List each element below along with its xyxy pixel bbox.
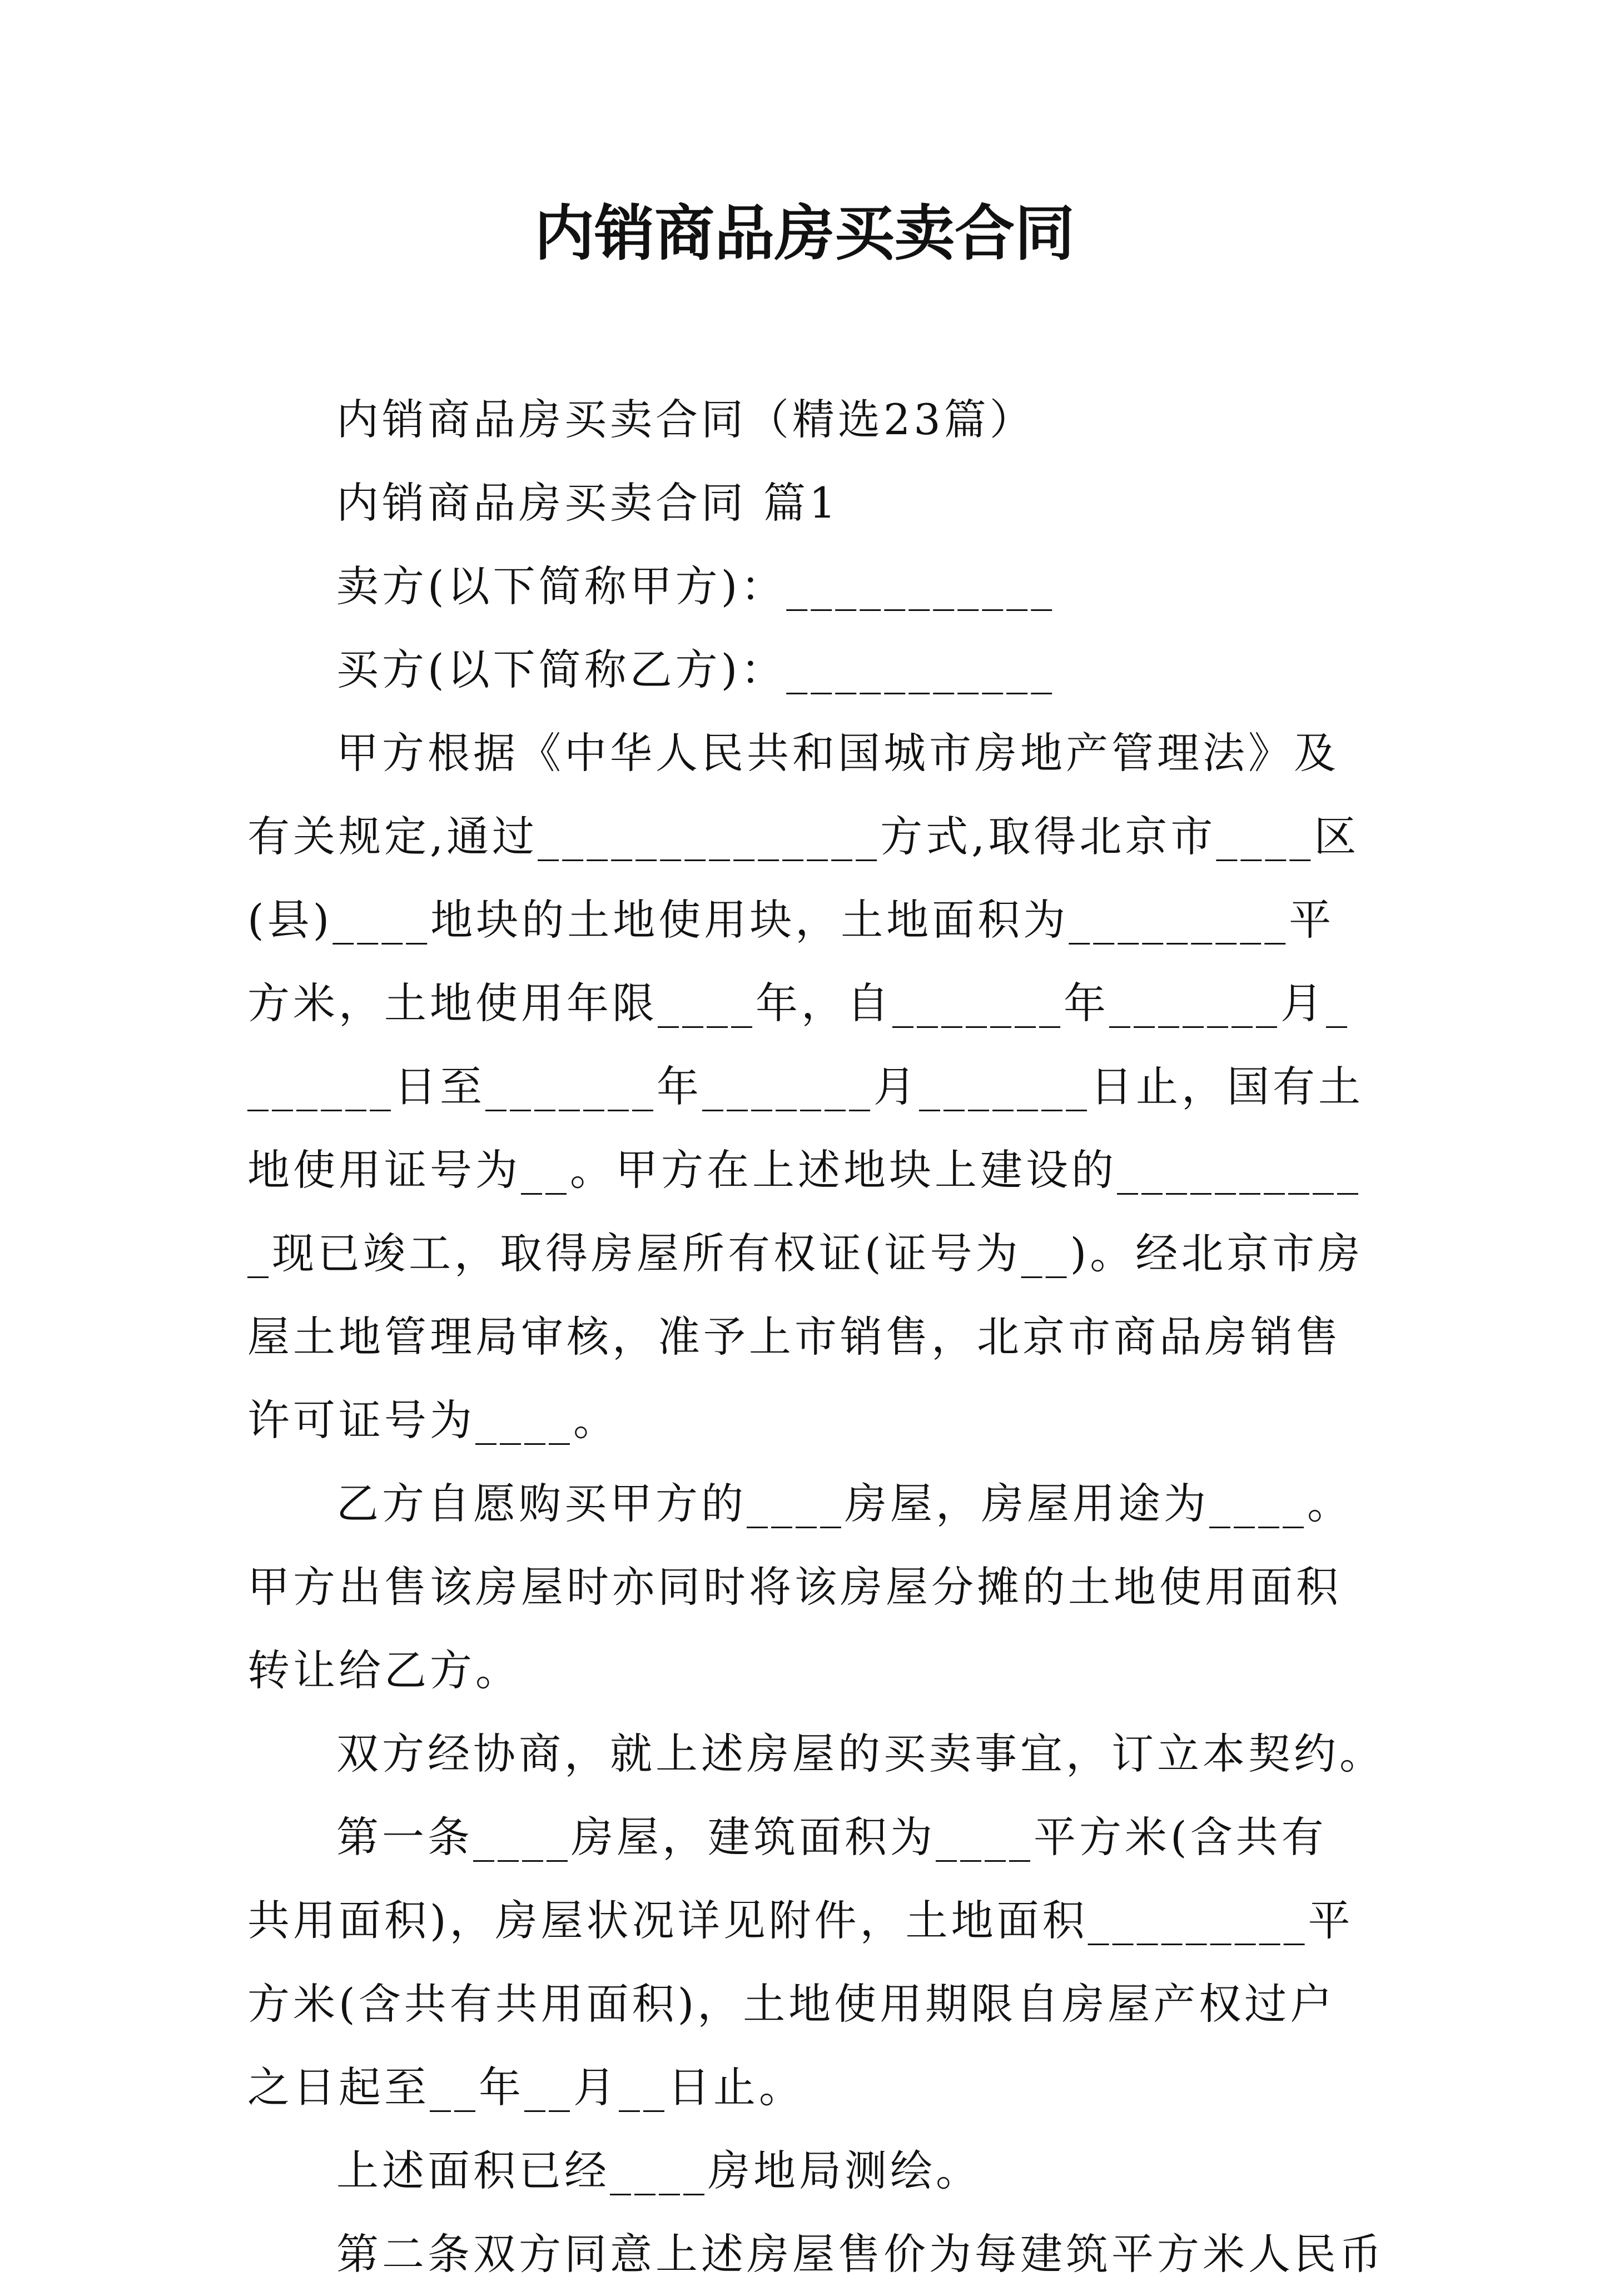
document-body bbox=[247, 378, 1385, 2296]
seller-line: 卖方(以下简称甲方)：___________ bbox=[336, 561, 1056, 611]
buyer-line: 买方(以下简称乙方)：___________ bbox=[336, 645, 1056, 694]
paragraph-agreement: 双方经协商，就上述房屋的买卖事宜，订立本契约。 bbox=[336, 1729, 1385, 1778]
document-title: 内销商品房买卖合同 bbox=[534, 198, 1075, 269]
survey-note: 上述面积已经____房地局测绘。 bbox=[336, 2146, 981, 2195]
collection-heading: 内销商品房买卖合同（精选23篇） bbox=[336, 395, 1035, 444]
paragraph-land-acquisition: 甲方根据《中华人民共和国城市房地产管理法》及有关规定,通过______________方式,取得北京市____区(县)____地块的土地使用块，土地面积为_________平方米，土地使用年限____年，自_______年_______月_______日至_______年_______月_______日止，国有土地使用证号为__。甲方在上述地块上建设的___________现已竣工，取得房屋所有权证(证号为__)。经北京市房屋土地管理局审核，准予上市销售，北京市商品房销售许可证号为____。 bbox=[247, 728, 1364, 1445]
contract-heading: 内销商品房买卖合同 篇1 bbox=[336, 478, 840, 528]
paragraph-purchase-intent: 乙方自愿购买甲方的____房屋，房屋用途为____。甲方出售该房屋时亦同时将该房屋分摊的土地使用面积转让给乙方。 bbox=[247, 1479, 1353, 1695]
article-two: 第二条双方同意上述房屋售价为每建筑平方米人民币 bbox=[336, 2229, 1385, 2279]
article-one: 第一条____房屋，建筑面积为____平方米(含共有共用面积)，房屋状况详见附件，土地面积_________平方米(含共有共用面积)，土地使用期限自房屋产权过户之日起至__年__月__日止。 bbox=[247, 1812, 1354, 2112]
